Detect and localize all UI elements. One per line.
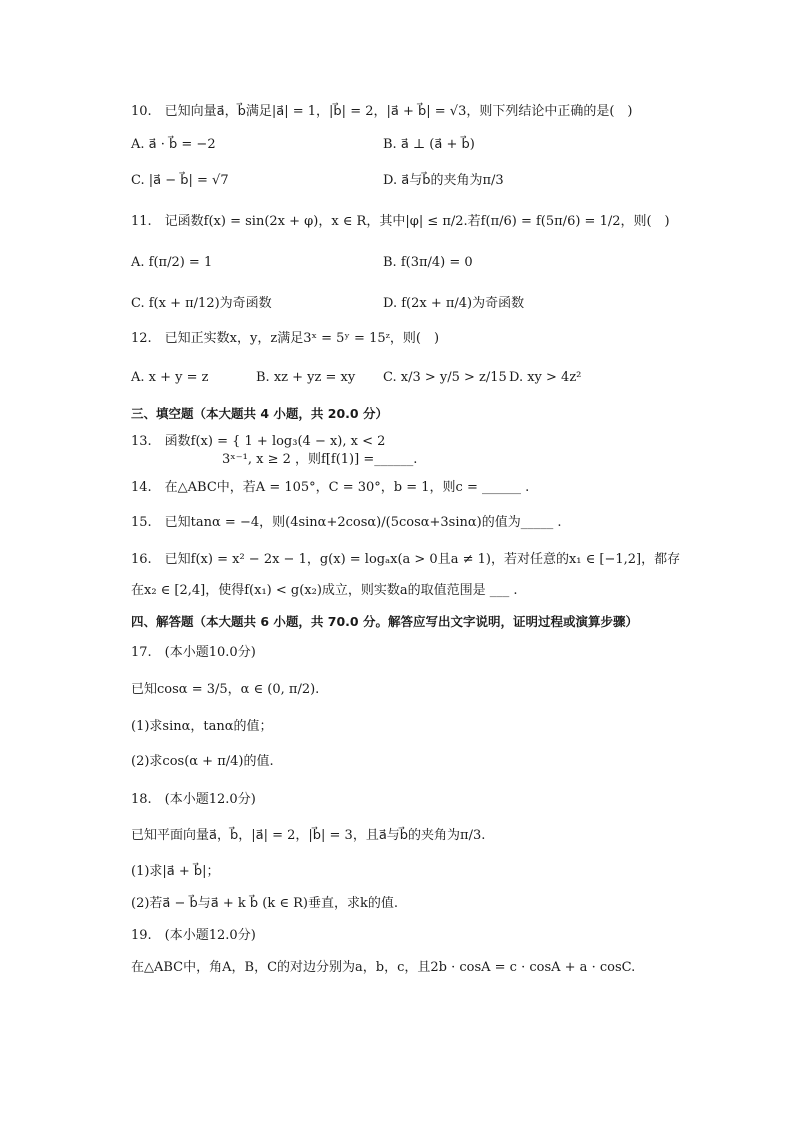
question-18-title: 18. (本小题12.0分) xyxy=(131,792,256,807)
question-12-option-c: C. x/3 > y/5 > z/15 xyxy=(383,370,507,385)
question-10-option-d: D. a⃗与b⃗的夹角为π/3 xyxy=(383,173,504,188)
section-3-heading: 三、填空题（本大题共 4 小题，共 20.0 分） xyxy=(131,406,388,421)
question-12-option-d: D. xy > 4z² xyxy=(509,370,582,385)
question-17-given: 已知cosα = 3/5，α ∈ (0, π/2). xyxy=(131,682,320,697)
question-13-line-1: 13. 函数f(x) = { 1 + log₃(4 − x), x < 2 xyxy=(131,434,386,449)
question-10-option-a: A. a⃗ · b⃗ = −2 xyxy=(131,137,216,152)
question-10-option-c: C. |a⃗ − b⃗| = √7 xyxy=(131,173,229,188)
question-15: 15. 已知tanα = −4，则(4sinα+2cosα)/(5cosα+3sinα)的值为_____ . xyxy=(131,515,562,530)
question-11-option-a: A. f(π/2) = 1 xyxy=(131,255,213,270)
question-12-option-a: A. x + y = z xyxy=(131,370,209,385)
question-18-part-1: (1)求|a⃗ + b⃗|； xyxy=(131,864,220,879)
question-19-title: 19. (本小题12.0分) xyxy=(131,928,256,943)
question-13-line-2: 3ˣ⁻¹, x ≥ 2 ，则f[f(1)] =______. xyxy=(222,452,418,467)
question-11-option-b: B. f(3π/4) = 0 xyxy=(383,255,473,270)
question-16-line-1: 16. 已知f(x) = x² − 2x − 1，g(x) = logₐx(a > 0且a ≠ 1)，若对任意的x₁ ∈ [−1,2]，都存 xyxy=(131,552,681,567)
question-10-option-b: B. a⃗ ⊥ (a⃗ + b⃗) xyxy=(383,137,475,152)
question-17-part-2: (2)求cos(α + π/4)的值. xyxy=(131,754,274,769)
question-19-given: 在△ABC中，角A，B，C的对边分别为a，b，c，且2b · cosA = c · cosA + a · cosC. xyxy=(131,960,636,975)
question-11-option-d: D. f(2x + π/4)为奇函数 xyxy=(383,296,525,311)
question-18-part-2: (2)若a⃗ − b⃗与a⃗ + k b⃗ (k ∈ R)垂直，求k的值. xyxy=(131,896,399,911)
section-4-heading: 四、解答题（本大题共 6 小题，共 70.0 分。解答应写出文字说明，证明过程或演算步骤） xyxy=(131,614,638,629)
question-11-option-c: C. f(x + π/12)为奇函数 xyxy=(131,296,272,311)
question-10-stem: 10. 已知向量a⃗，b⃗满足|a⃗| = 1，|b⃗| = 2，|a⃗ + b⃗| = √3，则下列结论中正确的是( ) xyxy=(131,104,633,119)
question-11-stem: 11. 记函数f(x) = sin(2x + φ)，x ∈ R，其中|φ| ≤ π/2.若f(π/6) = f(5π/6) = 1/2，则( ) xyxy=(131,214,670,229)
question-12-stem: 12. 已知正实数x，y，z满足3ˣ = 5ʸ = 15ᶻ，则( ) xyxy=(131,331,440,346)
question-17-title: 17. (本小题10.0分) xyxy=(131,645,256,660)
question-18-given: 已知平面向量a⃗，b⃗，|a⃗| = 2，|b⃗| = 3，且a⃗与b⃗的夹角为π/3. xyxy=(131,828,486,843)
question-17-part-1: (1)求sinα，tanα的值； xyxy=(131,719,273,734)
question-14: 14. 在△ABC中，若A = 105°，C = 30°，b = 1，则c = ______ . xyxy=(131,480,530,495)
question-16-line-2: 在x₂ ∈ [2,4]，使得f(x₁) < g(x₂)成立，则实数a的取值范围是 ___ . xyxy=(131,583,518,598)
question-12-option-b: B. xz + yz = xy xyxy=(256,370,356,385)
